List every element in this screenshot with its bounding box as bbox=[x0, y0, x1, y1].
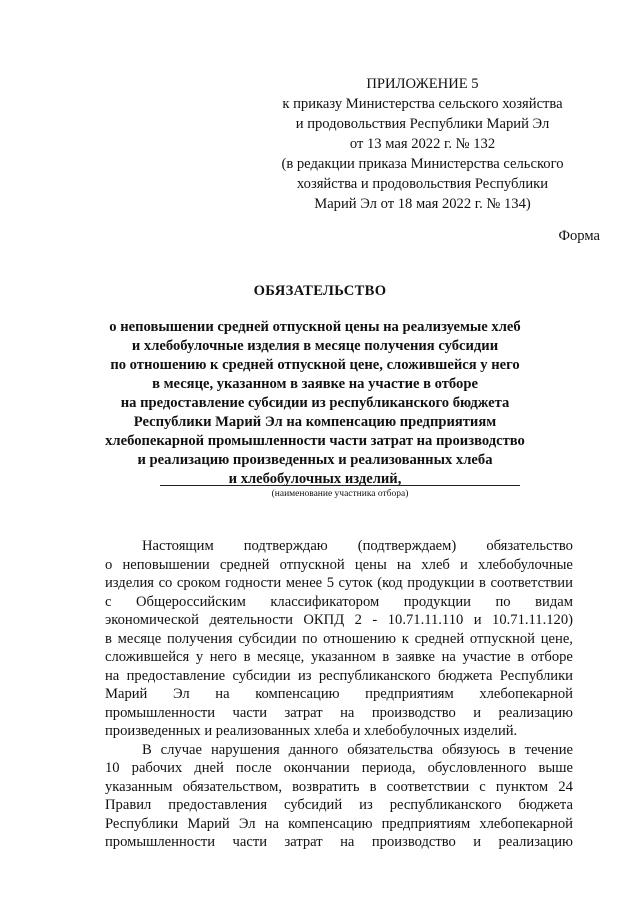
body-word: - bbox=[372, 612, 378, 628]
body-word: суток bbox=[338, 575, 373, 591]
body-word: (подтверждаем) bbox=[357, 538, 457, 554]
body-word: на bbox=[441, 649, 456, 665]
body-word: случае bbox=[160, 741, 203, 758]
body-word: сроком bbox=[176, 575, 221, 591]
body-word: производство bbox=[371, 704, 456, 721]
body-word: в bbox=[105, 630, 112, 647]
body-word: предоставления bbox=[168, 797, 268, 813]
body-word: месяце bbox=[117, 630, 162, 647]
body-word: производство bbox=[371, 834, 456, 850]
body-word: ОКПД bbox=[303, 612, 345, 628]
body-word: промышленности bbox=[105, 834, 216, 850]
body-line bbox=[105, 537, 573, 556]
body-word: Правил bbox=[105, 797, 152, 813]
body-word: Эл bbox=[172, 686, 190, 702]
body-word: получения bbox=[166, 630, 233, 647]
body-word: о bbox=[105, 556, 113, 573]
body-word: промышленности bbox=[105, 704, 216, 721]
body-word: заявке bbox=[395, 649, 435, 665]
body-word: цены bbox=[354, 556, 387, 573]
body-word: 5 bbox=[326, 575, 334, 591]
body-word: на bbox=[340, 834, 355, 850]
body-word: отпускной bbox=[469, 630, 535, 647]
body-line bbox=[105, 704, 573, 723]
body-word: возвратить bbox=[292, 778, 360, 795]
body-word: в bbox=[517, 649, 525, 665]
body-line bbox=[105, 574, 573, 593]
body-word: предоставление bbox=[126, 667, 226, 684]
body-line bbox=[105, 778, 573, 797]
body-word: реализацию bbox=[498, 834, 573, 850]
body-word: к bbox=[401, 630, 409, 647]
body-word: отборе bbox=[530, 649, 573, 665]
body-word: выше bbox=[538, 760, 573, 776]
body-word: хлебопекарной bbox=[479, 815, 573, 832]
body-word: Марий bbox=[187, 815, 230, 832]
body-line bbox=[105, 722, 573, 741]
body-line bbox=[105, 796, 573, 815]
body-word: 10.71.11.120) bbox=[492, 612, 573, 628]
body-word: произведенных и реализованных хлеба и хлебобулочных изделий. bbox=[105, 723, 518, 739]
body-word: хлеб bbox=[421, 556, 450, 573]
body-word: предприятиям bbox=[365, 686, 454, 702]
body-word: на bbox=[264, 815, 279, 832]
body-word: после bbox=[235, 760, 272, 776]
body-word: деятельности bbox=[209, 612, 293, 628]
body-word: менее bbox=[285, 575, 323, 591]
body-word: течение bbox=[524, 741, 573, 758]
subtitle-line: в месяце, указанном в заявке на участие в отборе bbox=[152, 376, 478, 392]
body-word: Настоящим bbox=[142, 538, 214, 554]
body-word: участие bbox=[462, 649, 511, 665]
body-word: компенсацию bbox=[288, 815, 373, 832]
body-word: экономической bbox=[105, 612, 199, 628]
body-line bbox=[105, 648, 573, 667]
body-word: продукции bbox=[407, 575, 475, 591]
signature-caption: (наименование участника отбора) bbox=[271, 489, 409, 499]
body-word: 2 bbox=[354, 612, 362, 628]
body-word: и bbox=[460, 556, 468, 573]
body-word: цене, bbox=[540, 630, 573, 647]
body-word: средней bbox=[219, 556, 270, 573]
body-word: Общероссийским bbox=[136, 593, 246, 610]
body-line bbox=[105, 556, 573, 575]
body-word: хлебопекарной bbox=[479, 686, 573, 702]
appendix-line: от 13 мая 2022 г. № 132 bbox=[349, 136, 496, 152]
body-word: на bbox=[215, 686, 230, 702]
body-line bbox=[105, 611, 573, 630]
body-word: реализацию bbox=[498, 704, 573, 721]
body-word: и bbox=[473, 704, 482, 721]
body-word: неповышении bbox=[122, 556, 210, 573]
body-word: средней bbox=[414, 630, 465, 647]
appendix-line: хозяйства и продовольствия Республики bbox=[296, 176, 549, 192]
body-word: обусловленного bbox=[427, 760, 527, 776]
appendix-line: к приказу Министерства сельского хозяйства bbox=[282, 96, 563, 112]
body-word: по bbox=[495, 593, 511, 610]
body-word: в bbox=[382, 649, 390, 665]
body-word: части bbox=[232, 704, 268, 721]
body-word: соответствии bbox=[386, 778, 470, 795]
body-word: обязательства bbox=[347, 741, 434, 758]
body-word: месяце, bbox=[257, 649, 305, 665]
body-word: обязуюсь bbox=[441, 741, 500, 758]
body-word: затрат bbox=[284, 704, 323, 721]
body-word: в bbox=[369, 778, 377, 795]
body-word: со bbox=[158, 575, 173, 591]
body-word: В bbox=[142, 741, 152, 758]
document-title: ОБЯЗАТЕЛЬСТВО bbox=[253, 283, 387, 299]
body-word: продукции bbox=[403, 593, 471, 610]
body-word: в bbox=[508, 741, 516, 758]
body-word: предприятиям bbox=[381, 815, 471, 832]
body-word: указанным bbox=[105, 778, 173, 795]
body-word: бюджета bbox=[438, 667, 493, 684]
body-word: классификатором bbox=[270, 593, 380, 610]
body-word: 10 bbox=[105, 760, 120, 776]
subtitle-line: на предоставление субсидии из республиканского бюджета bbox=[120, 395, 510, 411]
body-word: на bbox=[340, 704, 355, 721]
body-word: 24 bbox=[558, 778, 573, 795]
body-word: сложившейся bbox=[105, 649, 190, 665]
subtitle-line: по отношению к средней отпускной цене, сложившейся у него bbox=[110, 357, 520, 373]
body-word: него bbox=[209, 649, 237, 665]
body-word: отношению bbox=[323, 630, 396, 647]
document-subtitle bbox=[80, 318, 550, 489]
body-word: данного bbox=[288, 741, 339, 758]
body-word: видам bbox=[535, 593, 573, 610]
body-word: нарушения bbox=[210, 741, 280, 758]
body-word: Эл bbox=[238, 815, 256, 832]
body-word: субсидии bbox=[232, 667, 291, 684]
body-word: пунктом bbox=[495, 778, 549, 795]
body-text bbox=[105, 537, 573, 852]
body-word: рабочих bbox=[131, 760, 183, 776]
body-word: изделия bbox=[105, 575, 155, 591]
body-word: Республики bbox=[499, 667, 573, 684]
body-word: и bbox=[473, 612, 482, 628]
body-word: с bbox=[105, 593, 112, 610]
body-word: у bbox=[195, 649, 204, 665]
appendix-line: (в редакции приказа Министерства сельского bbox=[281, 156, 564, 172]
appendix-header bbox=[250, 74, 595, 214]
body-word: хлебобулочные bbox=[477, 556, 573, 573]
body-word: 10.71.11.110 bbox=[387, 612, 464, 628]
body-word: указанном bbox=[310, 649, 376, 665]
body-line bbox=[105, 630, 573, 649]
body-word: дней bbox=[194, 760, 224, 776]
appendix-line: Марий Эл от 18 мая 2022 г. № 134) bbox=[314, 196, 531, 212]
body-word: из bbox=[297, 667, 312, 684]
body-word: Марий bbox=[105, 686, 148, 702]
subtitle-line: Республики Марий Эл на компенсацию предприятиям bbox=[133, 414, 497, 430]
body-word: Республики bbox=[105, 815, 179, 832]
body-word: из bbox=[359, 797, 373, 813]
body-word: в bbox=[479, 575, 486, 591]
body-word: с bbox=[479, 778, 486, 795]
body-word: части bbox=[232, 834, 268, 850]
body-word: субсидий bbox=[284, 797, 343, 813]
body-word: отпускной bbox=[279, 556, 345, 573]
body-line bbox=[105, 685, 573, 704]
body-word: на bbox=[396, 556, 412, 573]
subtitle-line: и хлебобулочные изделия в месяце получения субсидии bbox=[131, 338, 499, 354]
body-word: и bbox=[473, 834, 482, 850]
body-line bbox=[105, 667, 573, 686]
body-word: обязательство bbox=[486, 538, 573, 554]
body-word: компенсацию bbox=[255, 686, 340, 702]
appendix-line: ПРИЛОЖЕНИЕ 5 bbox=[366, 76, 479, 92]
signature-line bbox=[160, 485, 520, 486]
body-word: окончании bbox=[283, 760, 350, 776]
appendix-line: и продовольствия Республики Марий Эл bbox=[295, 116, 550, 132]
body-line bbox=[105, 593, 573, 612]
body-word: годности bbox=[225, 575, 282, 591]
subtitle-line: о неповышении средней отпускной цены на реализуемые хлеб bbox=[109, 319, 521, 335]
body-word: бюджета bbox=[518, 797, 573, 813]
body-word: подтверждаю bbox=[243, 538, 328, 554]
body-line bbox=[105, 741, 573, 760]
subtitle-line: хлебопекарной промышленности части затрат на производство bbox=[105, 433, 525, 449]
body-word: (код bbox=[377, 575, 403, 591]
form-label: Форма bbox=[558, 228, 600, 244]
subtitle-line: и реализацию произведенных и реализованных хлеба bbox=[137, 452, 493, 468]
body-line bbox=[105, 815, 573, 834]
body-word: по bbox=[302, 630, 318, 647]
subtitle-line: и хлебобулочных изделий, bbox=[228, 471, 402, 487]
body-word: в bbox=[243, 649, 251, 665]
body-word: субсидии bbox=[238, 630, 297, 647]
body-word: обязательством, bbox=[182, 778, 282, 795]
body-word: затрат bbox=[284, 834, 323, 850]
body-word: республиканского bbox=[389, 797, 502, 813]
body-line bbox=[105, 833, 573, 852]
body-word: соответствии bbox=[490, 575, 573, 591]
body-word: на bbox=[105, 667, 120, 684]
body-word: республиканского bbox=[318, 667, 431, 684]
body-word: периода, bbox=[361, 760, 416, 776]
body-line bbox=[105, 759, 573, 778]
